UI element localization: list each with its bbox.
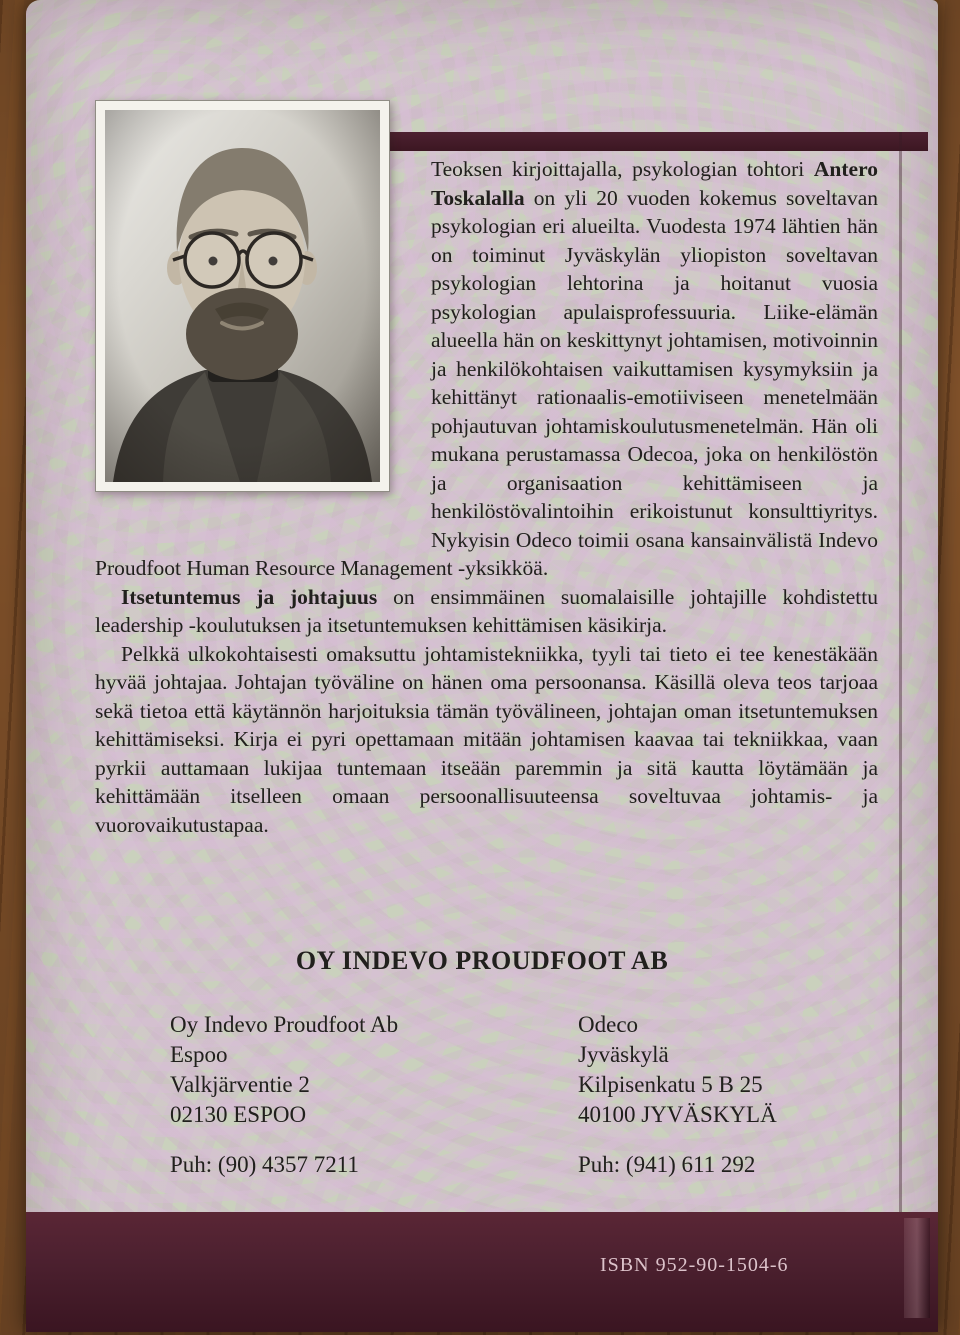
- address-line: Espoo: [170, 1042, 228, 1067]
- bio-p2-rest: on ensimmäinen suomalaisille johtajille kohdistettu leadership -koulutuksen ja itsetuntemuksen kehittämisen käsikirja.: [95, 584, 878, 637]
- address-line: Odeco: [578, 1012, 639, 1037]
- author-biography: [95, 155, 878, 839]
- top-divider-stripe: [356, 132, 928, 151]
- address-line: Valkjärventie 2: [170, 1072, 310, 1097]
- address-line: Oy Indevo Proudfoot Ab: [170, 1012, 399, 1037]
- address-line: 40100 JYVÄSKYLÄ: [578, 1102, 777, 1127]
- address-line: Jyväskylä: [578, 1042, 669, 1067]
- publisher-addresses: [26, 1010, 938, 1180]
- phone-jyvaskyla: Puh: (941) 611 292: [578, 1152, 756, 1177]
- page-edges-highlight: [904, 1218, 930, 1318]
- book-title: Itsetuntemus ja johtajuus: [121, 584, 378, 609]
- isbn-text: ISBN 952-90-1504-6: [600, 1254, 789, 1276]
- book-back-cover: [26, 0, 938, 1332]
- bio-paragraph-3: Pelkkä ulkokohtaisesti omaksuttu johtamistekniikka, tyyli tai tieto ei tee kenestäkään hyvää johtajaa. Johtajan työväline on hänen oma persoonansa. Käsillä oleva teos tarjoaa sekä tietoa että käytännön harjoituksia tämän työvälineen, johtajan oman itsetuntemuksen kehittämiseksi. Kirja ei pyri opettamaan mitään johtamisen kaavaa tai tekniikkaa, vaan pyrkii auttamaan lukijaa tuntemaan itseään paremmin ja sitä kautta löytämään ja kehittämään itselleen omaan persoonallisuuteensa soveltuvaa johtamis- ja vuorovaikutustapaa.: [95, 641, 878, 837]
- address-line: Kilpisenkatu 5 B 25: [578, 1072, 763, 1097]
- bio-p1-rest: on yli 20 vuoden kokemus soveltavan psykologian eri alueilta. Vuodesta 1974 lähtien hän on toiminut Jyväskylän yliopiston soveltavan psykologian lehtorina ja hoitanut vuosia psykologian apulaisprofessuuria. Liike-elämän alueella hän on keskittynyt johtamisen, motivoinnin ja henkilökohtaisen vaikuttamisen kysymyksiin ja kehittänyt rationaalis-emotiiviseen menetelmään pohjautuvan johtamiskoulutusmenetelmän. Hän oli mukana perustamassa Odecoa, joka on henkilöstön ja organisaation kehittämiseen ja henkilöstövalintoihin erikoistunut konsulttiyritys. Nykyisin Odeco toimii osana kansainvälistä Indevo Proudfoot Human Resource Management -yksikköä.: [95, 185, 878, 580]
- address-line: 02130 ESPOO: [170, 1102, 307, 1127]
- photo-float-spacer: [95, 155, 431, 528]
- address-column-jyvaskyla: [578, 1010, 777, 1180]
- author-name: Antero Toskalalla: [431, 157, 878, 210]
- isbn-band: [26, 1212, 938, 1332]
- bio-paragraph-2: [95, 583, 878, 640]
- publisher-heading: OY INDEVO PROUDFOOT AB: [295, 946, 669, 975]
- publisher-block: [26, 946, 938, 1180]
- bio-p1-lead: Teoksen kirjoittajalla, psykologian tohtori: [431, 157, 814, 181]
- phone-espoo: Puh: (90) 4357 7211: [170, 1152, 359, 1177]
- address-column-espoo: [170, 1010, 578, 1180]
